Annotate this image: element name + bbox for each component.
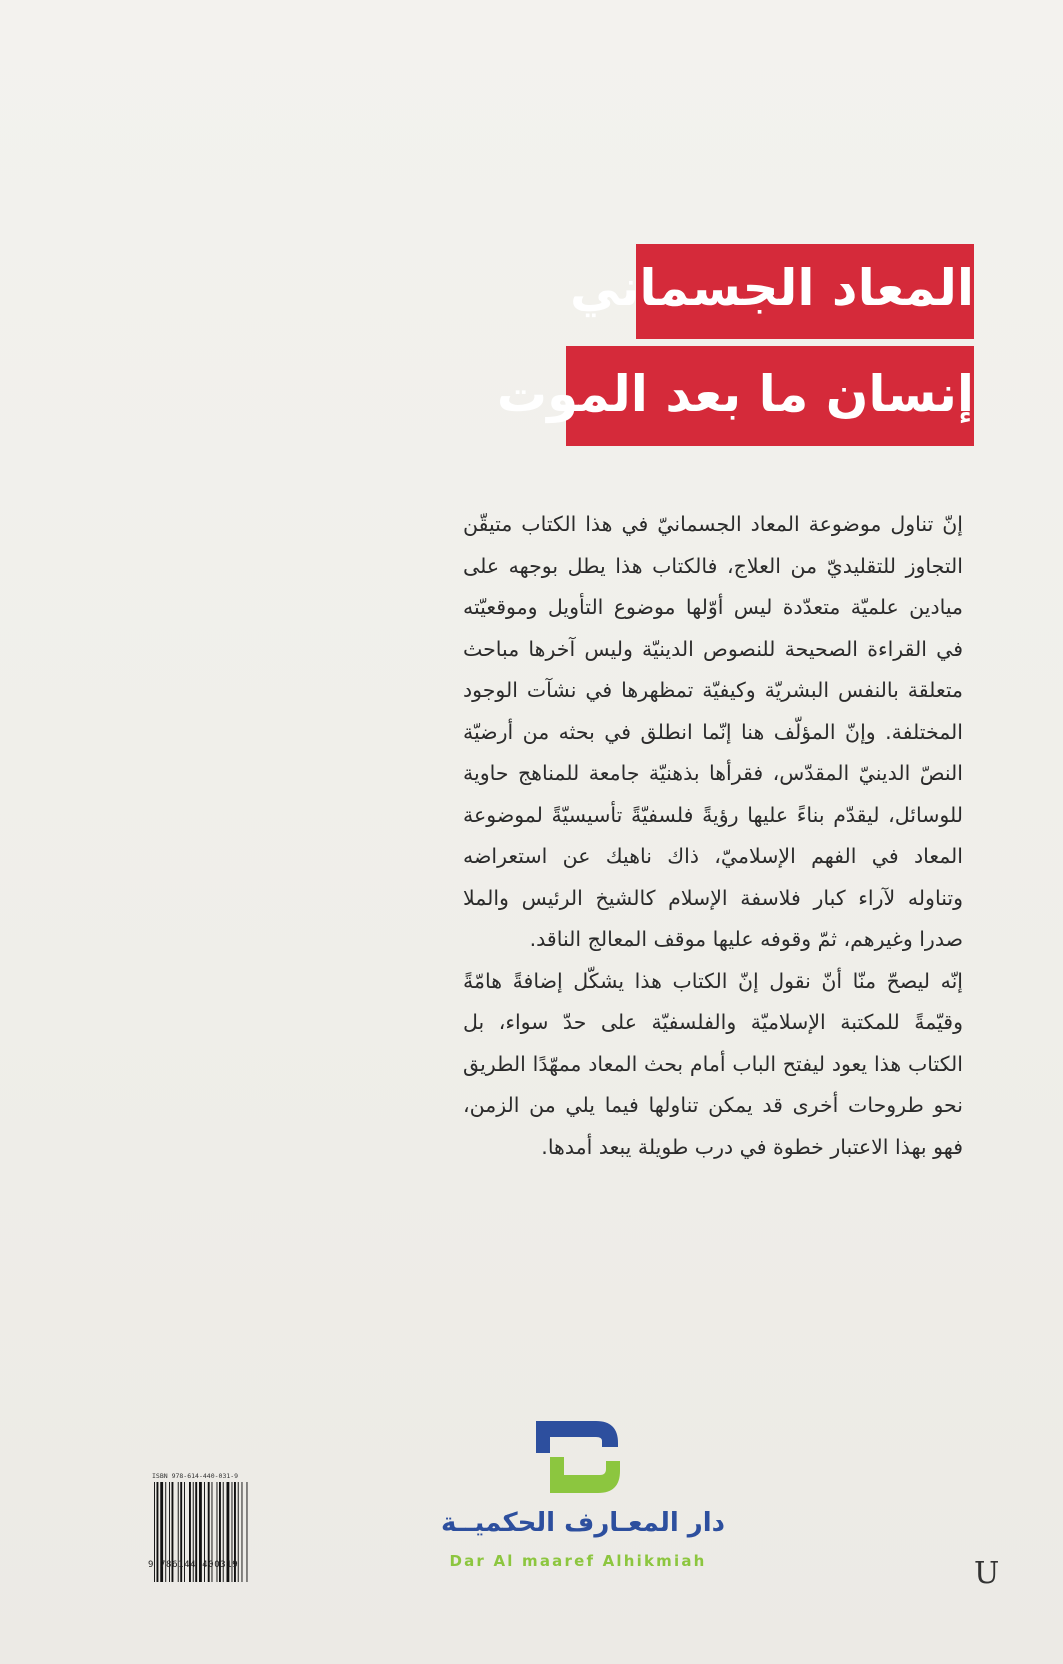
blurb xyxy=(463,504,963,1168)
publisher-name-arabic: دار المعـارف الحكميــة xyxy=(440,1508,726,1538)
spine-mark: U xyxy=(974,1556,1000,1591)
blurb-paragraph-2: إنّه ليصحّ منّا أنّ نقول إنّ الكتاب هذا يشكّل إضافةً هامّةً وقيّمةً للمكتبة الإسلاميّة والفلسفيّة على حدّ سواء، بل الكتاب هذا يعود ليفتح الباب أمام بحث المعاد ممهّدًا الطريق نحو طروحات أخرى قد يمكن تناولها فيما يلي من الزمن، فهو بهذا الاعتبار خطوة في درب طويلة يبعد أمدها. xyxy=(463,968,963,1159)
isbn-label: ISBN 978-614-440-031-9 xyxy=(152,1472,239,1480)
book-title-line2: إنسان ما بعد الموت xyxy=(566,346,974,446)
book-title-line1: المعاد الجسماني xyxy=(636,244,974,339)
publisher-logo-icon xyxy=(528,1417,622,1499)
publisher-name-english: Dar Al maaref Alhikmiah xyxy=(449,1552,707,1570)
blurb-paragraph-1: إنّ تناول موضوعة المعاد الجسمانيّ في هذا الكتاب متيقّن التجاوز للتقليديّ من العلاج، فالكتاب هذا يطل بوجهه على ميادين علميّة متعدّدة ليس أوّلها موضوع التأويل وموقعيّته في القراءة الصحيحة للنصوص الدينيّة وليس آخرها مباحث متعلقة بالنفس البشريّة وكيفيّة تمظهرها في نشآت الوجود المختلفة. وإنّ المؤلّف هنا إنّما انطلق في بحثه من أرضيّة النصّ الدينيّ المقدّس، فقرأها بذهنيّة جامعة للمناهج حاوية للوسائل، ليقدّم بناءً عليها رؤيةً فلسفيّةً تأسيسيّةً لموضوعة المعاد في الفهم الإسلاميّ، ذاك ناهيك عن استعراضه وتناوله لآراء كبار فلاسفة الإسلام كالشيخ الرئيس والملا صدرا وغيرهم، ثمّ وقوفه عليها موقف المعالج الناقد. xyxy=(463,512,963,951)
barcode-digits: 9 786144 400319 xyxy=(148,1560,239,1570)
